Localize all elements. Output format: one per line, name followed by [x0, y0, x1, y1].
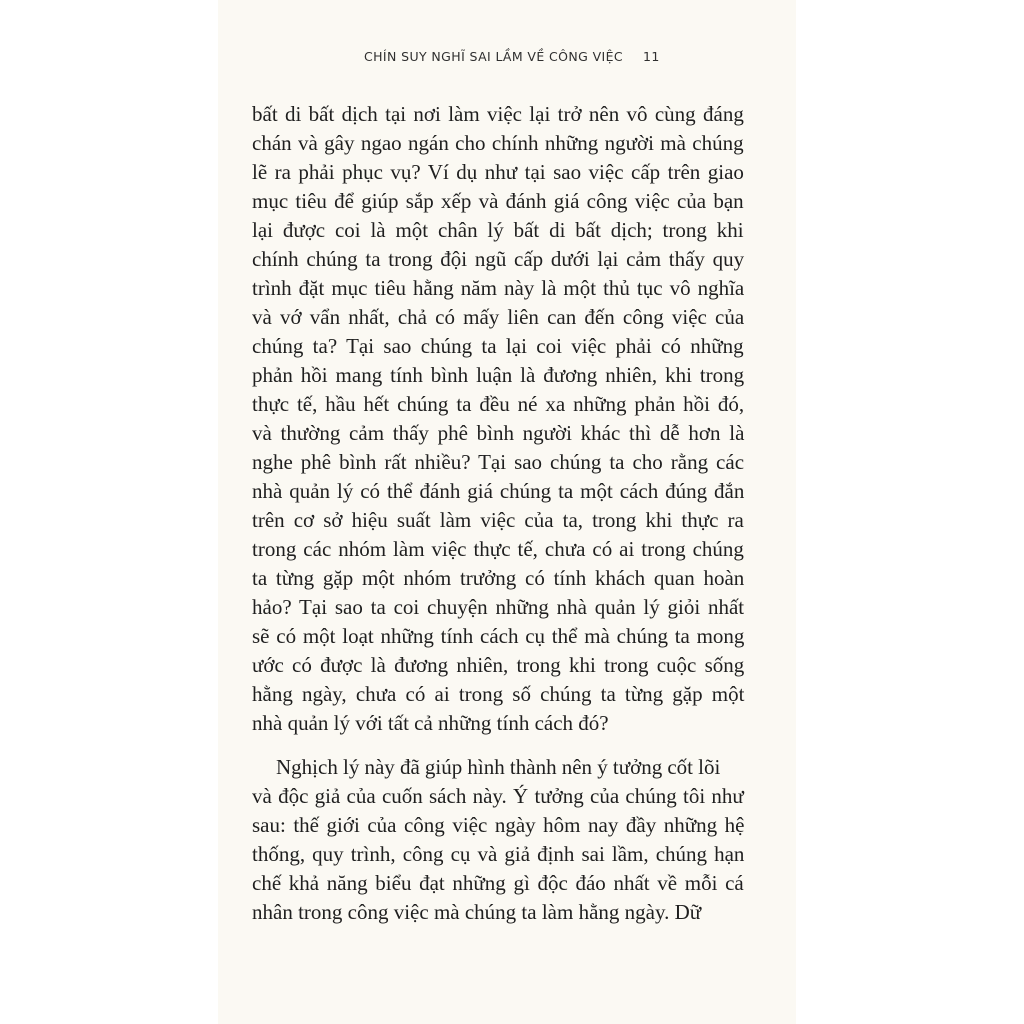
text-line: trình đặt mục tiêu hằng năm này là một thủ tục vô nghĩa — [252, 276, 745, 300]
text-line: sau: thế giới của công việc ngày hôm nay đầy những hệ — [252, 813, 745, 837]
text-line: trên cơ sở hiệu suất làm việc của ta, trong khi thực ra — [252, 508, 744, 532]
text-line: chán và gây ngao ngán cho chính những người mà chúng — [252, 131, 744, 155]
running-header — [364, 49, 660, 64]
page-number: 11 — [643, 49, 660, 64]
text-line: nhà quản lý với tất cả những tính cách đó? — [252, 711, 609, 735]
text-line: nhà quản lý có thể đánh giá chúng ta một cách đúng đắn — [252, 479, 745, 503]
paragraph-gap — [252, 738, 744, 753]
text-line: chính chúng ta trong đội ngũ cấp dưới lại cảm thấy quy — [252, 247, 745, 271]
chapter-title: CHÍN SUY NGHĨ SAI LẦM VỀ CÔNG VIỆC — [364, 49, 624, 64]
text-line: trong các nhóm làm việc thực tế, chưa có ai trong chúng — [252, 537, 744, 561]
text-line: sẽ có một loạt những tính cách cụ thể mà chúng ta mong — [252, 624, 745, 648]
paragraph — [252, 753, 744, 927]
text-line: Nghịch lý này đã giúp hình thành nên ý tưởng cốt lõi — [276, 755, 721, 779]
text-line: nghe phê bình rất nhiều? Tại sao chúng ta cho rằng các — [252, 450, 745, 474]
text-line: hằng ngày, chưa có ai trong số chúng ta từng gặp một — [252, 682, 745, 706]
text-line: lại được coi là một chân lý bất di bất dịch; trong khi — [252, 218, 744, 242]
text-line: lẽ ra phải phục vụ? Ví dụ như tại sao việc cấp trên giao — [252, 160, 744, 184]
text-line: và thường cảm thấy phê bình người khác thì dễ hơn là — [252, 421, 745, 445]
text-line: hảo? Tại sao ta coi chuyện những nhà quản lý giỏi nhất — [252, 595, 745, 619]
text-line: thống, quy trình, công cụ và giả định sai lầm, chúng hạn — [252, 842, 745, 866]
body-text — [252, 100, 744, 927]
text-line: chúng ta? Tại sao chúng ta lại coi việc phải có những — [252, 334, 744, 358]
text-line: thực tế, hầu hết chúng ta đều né xa những phản hồi đó, — [252, 392, 745, 416]
text-line: phản hồi mang tính bình luận là đương nhiên, khi trong — [252, 363, 745, 387]
text-line: nhân trong công việc mà chúng ta làm hằng ngày. Dữ — [252, 900, 702, 924]
text-line: mục tiêu để giúp sắp xếp và đánh giá công việc của bạn — [252, 189, 744, 213]
text-line: và vớ vẩn nhất, chả có mấy liên can đến công việc của — [252, 305, 745, 329]
text-line: ta từng gặp một nhóm trưởng có tính khách quan hoàn — [252, 566, 745, 590]
text-line: bất di bất dịch tại nơi làm việc lại trở nên vô cùng đáng — [252, 102, 744, 126]
text-line: chế khả năng biểu đạt những gì độc đáo nhất về mỗi cá — [252, 871, 744, 895]
paragraph — [252, 100, 744, 738]
text-line: và độc giả của cuốn sách này. Ý tưởng của chúng tôi như — [252, 784, 744, 808]
text-line: ước có được là đương nhiên, trong khi trong cuộc sống — [252, 653, 745, 677]
